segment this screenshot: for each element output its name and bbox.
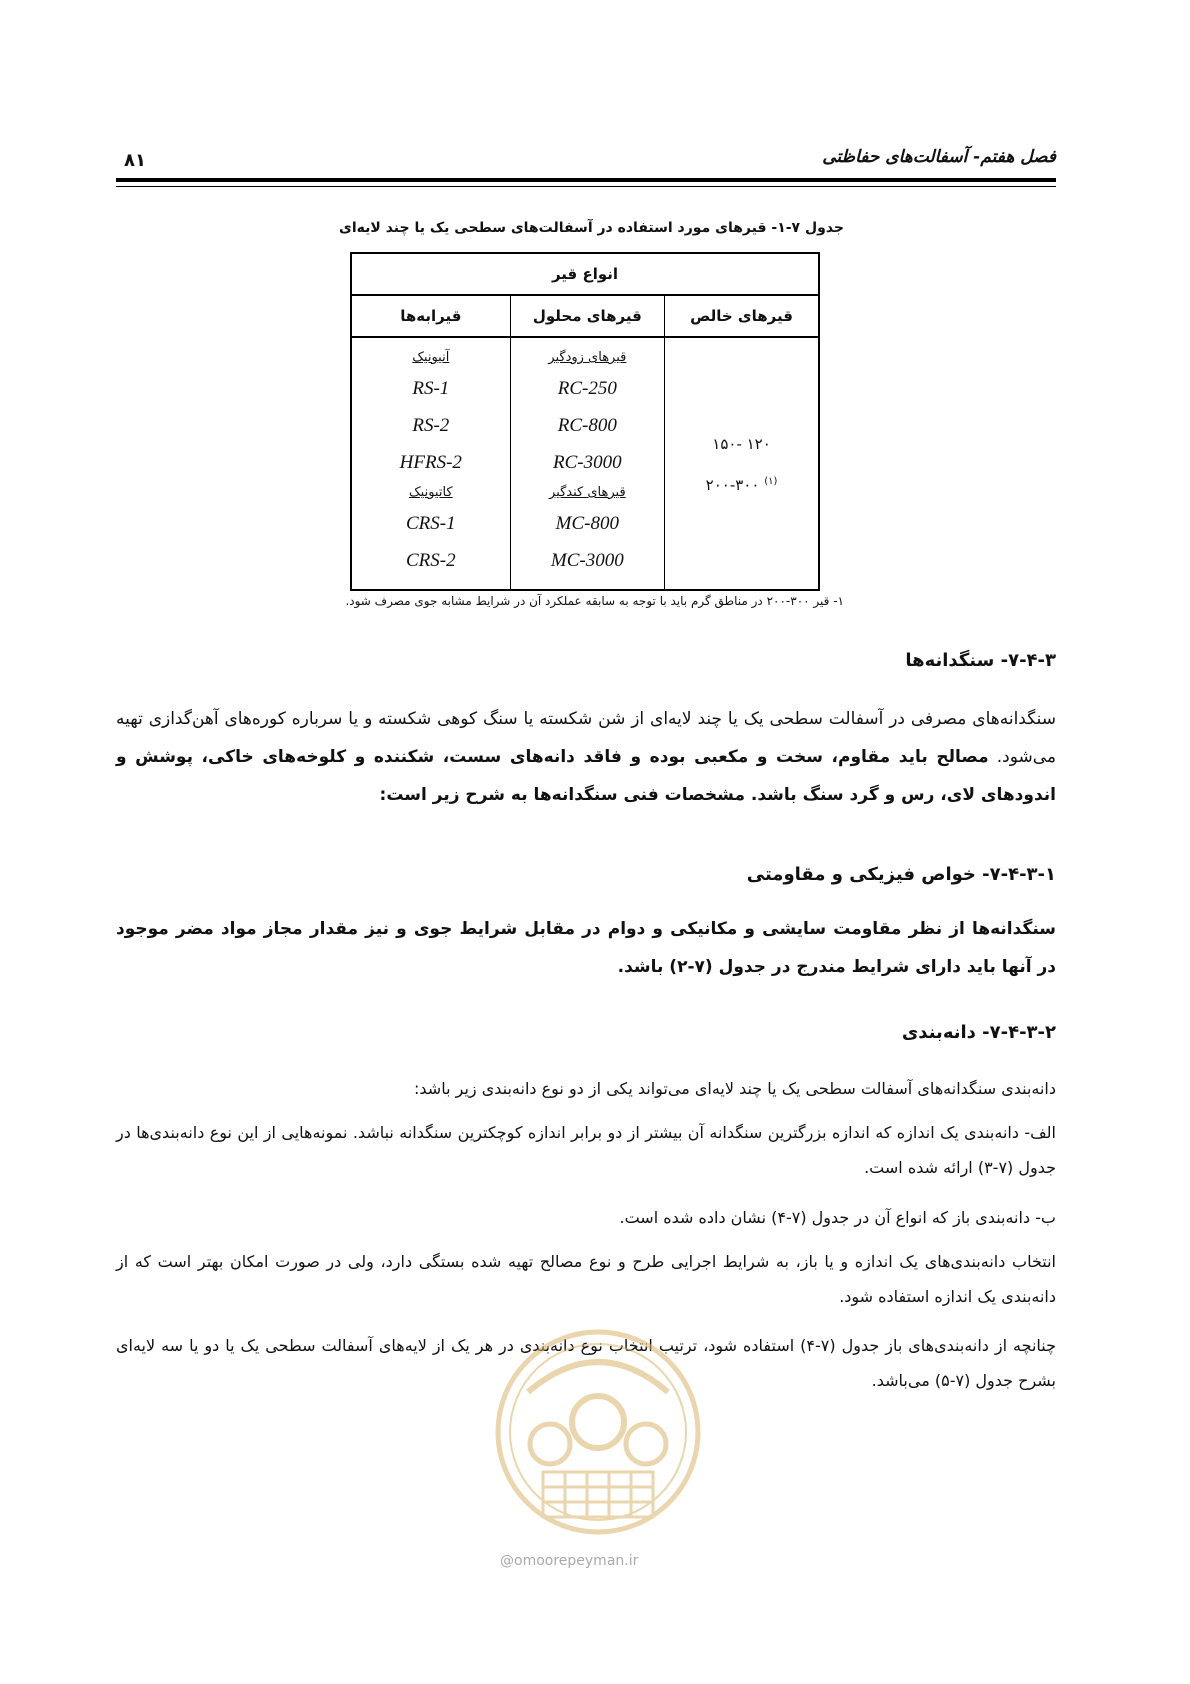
cutback-grade: RC-800: [557, 415, 617, 436]
cutback-grade: MC-3000: [550, 550, 624, 571]
section-heading-aggregates: ۷-۴-۳- سنگدانه‌ها: [905, 650, 1056, 671]
gradation-intro: دانه‌بندی سنگدانه‌های آسفالت سطحی یک یا چند لایه‌ای می‌تواند یکی از دو نوع دانه‌بندی زیر باشد:: [414, 1079, 1056, 1098]
emulsion-grade: RS-1: [412, 378, 450, 399]
gradation-item-a: الف- دانه‌بندی یک اندازه که اندازه بزرگترین سنگدانه آن بیشتر از دو برابر اندازه کوچکترین سنگدانه نباشد. نمونه‌هایی از این نوع دانه‌بندی‌ها در جدول (۷-۳) ارائه شده است.: [116, 1123, 1056, 1177]
aggregates-text-bold: مصالح باید مقاوم، سخت و مکعبی بوده و فاقد دانه‌های سست، شکننده و کلوخه‌های خاکی، پوشش و اندودهای لای، رس و گرد سنگ باشد. مشخصات فنی سنگدانه‌ها به شرح زیر است:: [116, 747, 1056, 805]
gradation-item-b: ب- دانه‌بندی باز که انواع آن در جدول (۷-۴) نشان داده شده است.: [619, 1208, 1056, 1227]
emulsion-grade: HFRS-2: [399, 452, 462, 473]
aggregates-paragraph: [116, 700, 1056, 814]
header-rule: [116, 178, 1056, 182]
gradation-open-paragraph: چنانچه از دانه‌بندی‌های باز جدول (۷-۴) استفاده شود، ترتیب انتخاب نوع دانه‌بندی در هر یک از لایه‌های آسفالت سطحی یک یا دو یا سه لایه‌ای بشرح جدول (۷-۵) می‌باشد.: [116, 1336, 1057, 1390]
cutback-grade: MC-800: [555, 513, 619, 534]
rapid-curing-label: قیرهای زودگیر: [548, 350, 627, 365]
emulsion-grade: CRS-2: [406, 550, 456, 571]
emulsion-bitumen-cell: [351, 337, 510, 590]
emulsion-grade: CRS-1: [406, 513, 456, 534]
pure-grade-1: ۱۲۰ -۱۵۰: [712, 434, 771, 453]
pure-grade-2-value: ۲۰۰-۳۰۰: [705, 475, 760, 494]
cationic-label: کاتیونیک: [409, 485, 453, 500]
column-header-cutback: قیرهای محلول: [510, 295, 664, 337]
cutback-grade: RC-3000: [553, 452, 622, 473]
footnote-marker: (۱): [764, 475, 778, 487]
watermark-url: @omoorepeyman.ir: [500, 1553, 639, 1569]
header-rule-thin: [116, 186, 1056, 187]
table-caption: جدول ۷-۱- قیرهای مورد استفاده در آسفالت‌های سطحی یک یا چند لایه‌ای: [339, 220, 844, 236]
gradation-selection-paragraph: انتخاب دانه‌بندی‌های یک اندازه و یا باز، به شرایط اجرایی طرح و نوع مصالح تهیه شده بستگی دارد، ولی در صورت امکان بهتر است که از دانه‌بندی یک اندازه استفاده شود.: [116, 1252, 1056, 1306]
pure-bitumen-cell: [665, 337, 819, 590]
section-heading-gradation: ۷-۴-۳-۲- دانه‌بندی: [901, 1022, 1056, 1043]
table-group-header: انواع قیر: [351, 253, 819, 295]
anionic-label: آنیونیک: [412, 350, 450, 365]
running-title: فصل هفتم- آسفالت‌های حفاظتی: [822, 147, 1056, 167]
table-footnote: ۱- قیر ۳۰۰-۲۰۰ در مناطق گرم باید با توجه به سابقه عملکرد آن در شرایط مشابه جوی مصرف شود.: [345, 594, 844, 608]
watermark-logo: [488, 1322, 708, 1582]
aggregates-text: سنگدانه‌های مصرفی در آسفالت سطحی یک یا چند لایه‌ای از شن شکسته یا سنگ کوهی شکسته و یا سرباره کوره‌های آهن‌گدازی تهیه می‌شود.: [116, 709, 1056, 767]
bitumen-types-table: [350, 252, 820, 591]
section-heading-physical-properties: ۷-۴-۳-۱- خواص فیزیکی و مقاومتی: [746, 864, 1056, 885]
column-header-pure: قیرهای خالص: [665, 295, 819, 337]
page-number: ۸۱: [124, 150, 146, 171]
physical-properties-paragraph: سنگدانه‌ها از نظر مقاومت سایشی و مکانیکی و دوام در مقابل شرایط جوی و نیز مقدار مجاز مواد مضر موجود در آنها باید دارای شرایط مندرج در جدول (۷-۲) باشد.: [116, 919, 1056, 977]
column-header-emulsion: قیرابه‌ها: [351, 295, 510, 337]
pure-grade-2: [665, 463, 818, 500]
medium-curing-label: قیرهای کندگیر: [549, 485, 626, 500]
cutback-bitumen-cell: [510, 337, 664, 590]
emulsion-grade: RS-2: [412, 415, 450, 436]
cutback-grade: RC-250: [557, 378, 617, 399]
